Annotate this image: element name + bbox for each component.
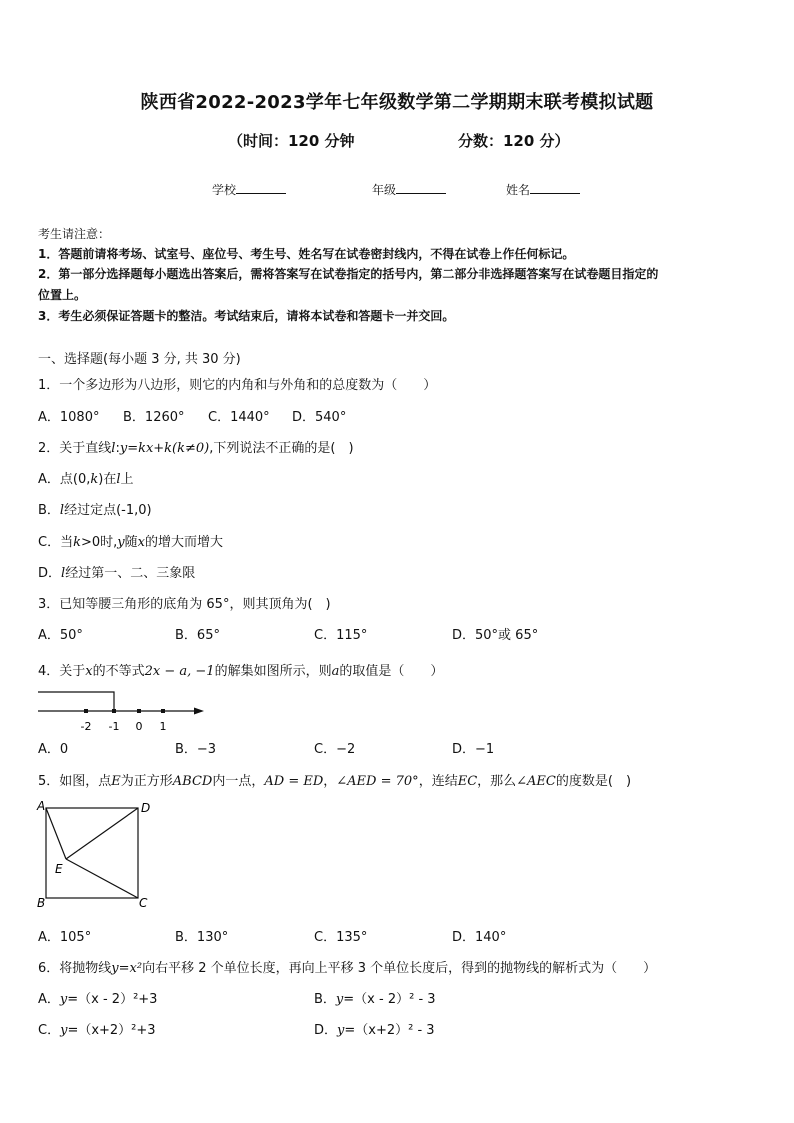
q6-b-label: B．	[314, 992, 336, 1007]
q2-a-k: k	[90, 472, 99, 487]
q5-stem-text-4: ，连结	[418, 774, 458, 789]
q2-stem-text: 2．关于直线	[38, 441, 112, 456]
q2-b-text-2: 经过定点(-1,0)	[64, 503, 152, 518]
q4-stem-tail: 的取值是（ ）	[339, 664, 444, 679]
q2-option-a	[38, 468, 134, 487]
q5-e: E	[111, 774, 121, 789]
q4-x: x	[85, 664, 93, 679]
q5-stem	[38, 770, 631, 789]
q6-option-a	[38, 988, 157, 1007]
q3-option-b: B．65°	[175, 628, 220, 643]
q4-a: a	[331, 664, 340, 679]
q6-stem-text: 6．将抛物线	[38, 961, 112, 976]
school-label: 学校	[212, 183, 237, 197]
q2-c-text-2: >0时,	[80, 535, 118, 550]
q6-stem-tail: 向右平移 2 个单位长度，再向上平移 3 个单位长度后，得到的抛物线的解析式为（ ）	[142, 961, 657, 976]
segment-ed	[66, 808, 138, 859]
tick-label-1: 1	[159, 720, 167, 733]
q4-stem-text: 4．关于	[38, 664, 86, 679]
q4-stem-text-3: 的解集如图所示，则	[214, 664, 332, 679]
q5-abcd: ABCD	[172, 774, 213, 789]
q6-option-b	[314, 988, 436, 1007]
q4-number-line	[36, 686, 208, 736]
q2-option-d	[38, 562, 195, 581]
exam-time: （时间：120 分钟	[228, 132, 355, 150]
segment-ec	[66, 859, 138, 898]
notice-heading: 考生请注意：	[38, 227, 111, 241]
q6-parabola: y=x²	[111, 961, 143, 976]
q6-c-expr: =（x+2）²+3	[67, 1023, 156, 1038]
vertex-label-b: B	[37, 896, 46, 910]
q6-d-y: y	[337, 1023, 345, 1038]
q2-colon: :	[115, 441, 120, 456]
exam-title: 陕西省2022-2023学年七年级数学第二学期期末联考模拟试题	[140, 92, 654, 113]
name-blank	[530, 181, 580, 194]
tick-label-0: 0	[135, 720, 143, 733]
q2-c-text-4: 的增大而增大	[144, 535, 223, 550]
tick-mark-1	[161, 709, 165, 713]
q2-b-text: B．	[38, 503, 60, 518]
q2-c-x: x	[137, 535, 145, 550]
q2-stem	[38, 437, 354, 456]
q2-c-text: C．当	[38, 535, 74, 550]
q4-option-c: C．−2	[314, 742, 356, 757]
q6-b-expr: =（x - 2）² - 3	[343, 992, 436, 1007]
grade-label: 年级	[372, 183, 397, 197]
q5-option-a: A．105°	[38, 930, 92, 945]
q2-option-b	[38, 499, 152, 518]
vertex-label-d: D	[141, 801, 151, 815]
q5-stem-text: 5．如图，点	[38, 774, 112, 789]
grade-field	[372, 181, 446, 198]
q4-stem-text-2: 的不等式	[92, 664, 145, 679]
q6-option-d	[314, 1019, 435, 1038]
q1-option-d: D．540°	[292, 410, 347, 425]
q5-ad-ed: AD = ED	[264, 774, 324, 789]
q2-equation: y=kx+k(k≠0)	[119, 441, 210, 456]
q6-a-expr: =（x - 2）²+3	[67, 992, 158, 1007]
q5-comma: ，	[323, 774, 337, 789]
q3-option-a: A．50°	[38, 628, 83, 643]
q2-d-text: D．	[38, 566, 62, 581]
tick-mark-neg1	[112, 709, 116, 713]
q6-b-y: y	[335, 992, 344, 1007]
q1-option-c: C．1440°	[208, 410, 270, 425]
q2-a-text-3: 上	[120, 472, 134, 487]
name-label: 姓名	[506, 183, 531, 197]
tick-label-neg1: -1	[108, 720, 120, 733]
q2-line-name: l	[111, 441, 116, 456]
tick-mark-neg2	[84, 709, 88, 713]
vertex-label-a: A	[37, 799, 46, 813]
q1-option-a: A．1080°	[38, 410, 100, 425]
notice-item-2: 2．第一部分选择题每小题选出答案后，需将答案写在试卷指定的括号内，第二部分非选择题答案写在试卷题目指定的	[38, 267, 659, 281]
q2-a-l: l	[116, 472, 121, 487]
q3-option-c: C．115°	[314, 628, 368, 643]
q5-stem-tail: 的度数是( )	[555, 774, 632, 789]
q2-d-l: l	[61, 566, 66, 581]
q5-option-b: B．130°	[175, 930, 229, 945]
q2-option-c	[38, 531, 223, 550]
q4-inequality: 2x − a, −1	[144, 664, 215, 679]
q3-option-d: D．50°或 65°	[452, 628, 539, 643]
q2-c-text-3: 随	[124, 535, 138, 550]
school-blank	[236, 181, 286, 194]
q4-stem	[38, 660, 443, 679]
q5-option-d: D．140°	[452, 930, 507, 945]
q1-stem: 1．一个多边形为八边形，则它的内角和与外角和的总度数为（ ）	[38, 378, 437, 393]
q2-b-l: l	[59, 503, 65, 518]
q4-option-a: A．0	[38, 742, 69, 757]
q6-d-label: D．	[314, 1023, 338, 1038]
segment-ae	[46, 808, 66, 859]
notice-item-2-cont: 位置上。	[38, 288, 87, 302]
tick-label-neg2: -2	[80, 720, 92, 733]
q6-c-label: C．	[38, 1023, 61, 1038]
q1-option-b: B．1260°	[123, 410, 185, 425]
exam-score: 分数：120 分）	[458, 132, 570, 150]
q2-stem-tail: ,下列说法不正确的是( )	[209, 441, 354, 456]
name-field	[506, 181, 580, 198]
q5-option-c: C．135°	[314, 930, 368, 945]
q5-stem-text-2: 为正方形	[120, 774, 173, 789]
q5-angle-aec: ∠AEC	[516, 774, 556, 789]
q5-stem-text-3: 内一点，	[212, 774, 265, 789]
notice-item-1: 1．答题前请将考场、试室号、座位号、考生号、姓名写在试卷密封线内，不得在试卷上作任何标记。	[38, 247, 575, 261]
school-field	[212, 181, 286, 198]
tick-mark-0	[137, 709, 141, 713]
q6-a-label: A．	[38, 992, 60, 1007]
notice-item-3: 3．考生必须保证答题卡的整洁。考试结束后，请将本试卷和答题卡一并交回。	[38, 309, 455, 323]
q2-c-k: k	[73, 535, 81, 550]
q6-c-y: y	[60, 1023, 68, 1038]
q6-stem	[38, 957, 656, 976]
q6-option-c	[38, 1019, 156, 1038]
q5-stem-text-5: ，那么	[477, 774, 517, 789]
solution-ray	[38, 692, 114, 711]
q4-option-d: D．−1	[452, 742, 495, 757]
vertex-label-e: E	[55, 862, 63, 876]
q6-a-y: y	[59, 992, 68, 1007]
q2-c-y: y	[117, 535, 125, 550]
q3-stem: 3．已知等腰三角形的底角为 65°，则其顶角为( )	[38, 597, 331, 612]
q2-d-text-2: 经过第一、二、三象限	[65, 566, 196, 581]
q5-ec: EC	[457, 774, 478, 789]
q2-a-text: A．点(0,	[38, 472, 91, 487]
q6-d-expr: =（x+2）² - 3	[344, 1023, 435, 1038]
section-title: 一、选择题(每小题 3 分, 共 30 分)	[38, 352, 241, 367]
q4-option-b: B．−3	[175, 742, 217, 757]
number-line-arrow	[194, 708, 204, 715]
grade-blank	[396, 181, 446, 194]
q5-square-figure	[30, 796, 160, 912]
q2-a-text-2: )在	[98, 472, 117, 487]
q5-angle-aed: ∠AED = 70°	[336, 774, 419, 789]
vertex-label-c: C	[139, 896, 148, 910]
square-abcd	[46, 808, 138, 898]
